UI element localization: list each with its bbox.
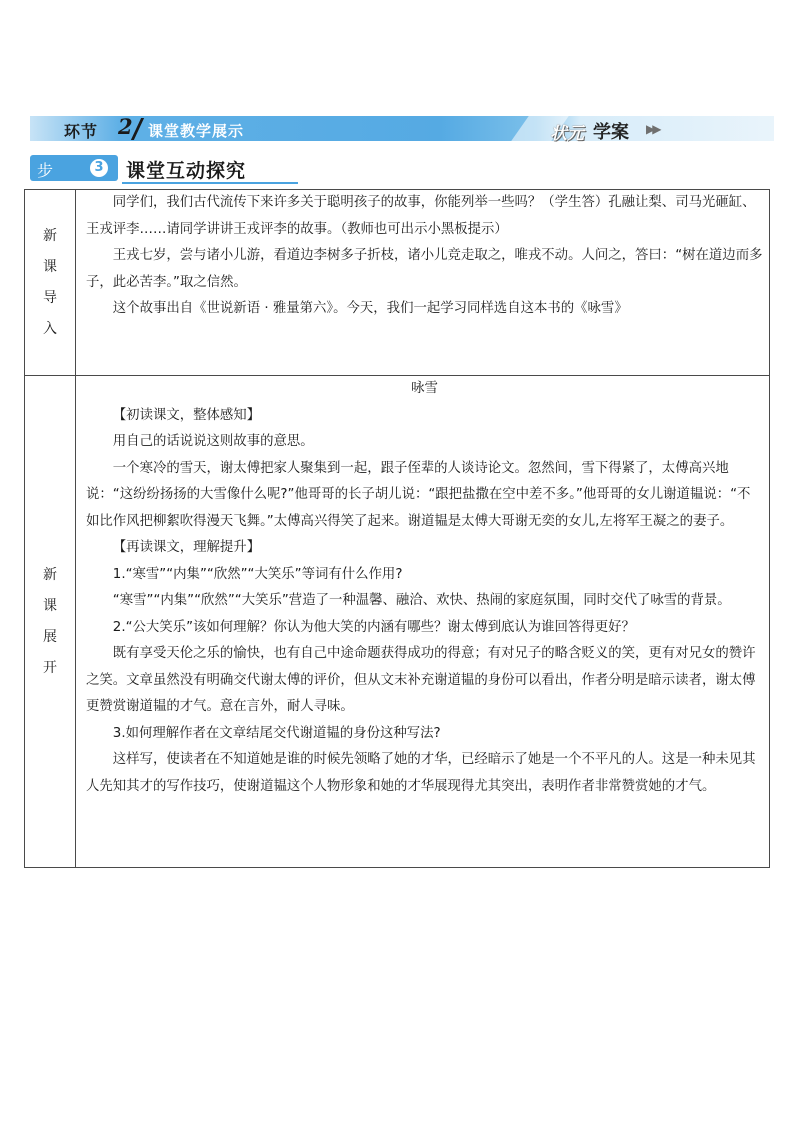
row-label-char: 入 [43, 320, 57, 337]
stage-label: 环节 [64, 122, 99, 141]
development-content [76, 376, 770, 868]
section-title: 【再读课文，理解提升】 [112, 540, 261, 555]
row-label-char: 展 [43, 628, 57, 645]
row-label-intro [25, 190, 76, 376]
text-heading: 咏雪 [411, 381, 438, 396]
intro-paragraph: 这个故事出自《世说新语 · 雅量第六》。今天，我们一起学习同样选自这本书的《咏雪》 [112, 301, 628, 316]
row-label-char: 开 [43, 659, 57, 676]
step-label: 步骤 [37, 161, 54, 203]
stage-number: 2 [118, 114, 133, 139]
row-label-char: 课 [43, 258, 57, 275]
row-label-development [25, 376, 76, 868]
row-label-char: 导 [43, 289, 57, 306]
table-row-intro [25, 190, 770, 376]
answer: 一个寒冷的雪天，谢太傅把家人聚集到一起，跟子侄辈的人谈诗论文。忽然间，雪下得紧了，太傅高兴地说：“这纷纷扬扬的大雪像什么呢?”他哥哥的长子胡儿说：“跟把盐撒在空中差不多。”他哥哥的女儿谢道韫说：“不如比作风把柳絮吹得漫天飞舞。”太傅高兴得笑了起来。谢道韫是太傅大哥谢无奕的女儿,左将军王凝之的妻子。 [86, 460, 751, 529]
row-label-char: 新 [43, 566, 57, 583]
step-title: 课堂互动探究 [126, 160, 247, 182]
intro-paragraph: 同学们，我们古代流传下来许多关于聪明孩子的故事，你能列举一些吗？（学生答）孔融让梨、司马光砸缸、王戎评李……请同学讲讲王戎评李的故事。（教师也可出示小黑板提示） [86, 195, 756, 237]
lesson-table [24, 189, 770, 868]
question: 3.如何理解作者在文章结尾交代谢道韫的身份这种写法? [112, 725, 441, 741]
step-number-badge: 3 [90, 159, 108, 177]
brand-name-part1: 状元 [550, 124, 584, 144]
intro-paragraph: 王戎七岁，尝与诸小儿游，看道边李树多子折枝，诸小儿竞走取之，唯戎不动。人问之，答曰：“树在道边而多子，此必苦李。”取之信然。 [86, 248, 763, 290]
answer: “寒雪”“内集”“欣然”“大笑乐”营造了一种温馨、融洽、欢快、热闹的家庭氛围，同时交代了咏雪的背景。 [112, 593, 731, 608]
double-right-arrow-icon: ▶▶ [646, 122, 659, 136]
question: 2.“公大笑乐”该如何理解？你认为他大笑的内涵有哪些？谢太傅到底认为谁回答得更好？ [112, 619, 635, 635]
table-row-development [25, 376, 770, 868]
row-label-char: 课 [43, 597, 57, 614]
brand-name-part2: 学案 [593, 122, 629, 143]
answer: 这样写，使读者在不知道她是谁的时候先领略了她的才华，已经暗示了她是一个不平凡的人。这是一种未见其人先知其才的写作技巧，使谢道韫这个人物形象和她的才华展现得尤其突出，表明作者非常赞赏她的才气。 [86, 752, 756, 794]
question: 用自己的话说说这则故事的意思。 [112, 434, 314, 449]
answer: 既有享受天伦之乐的愉快，也有自己中途命题获得成功的得意；有对兄子的略含贬义的笑，更有对兄女的赞许之笑。文章虽然没有明确交代谢太傅的评价，但从文末补充谢道韫的身份可以看出，作者分明是暗示读者，谢太傅更赞赏谢道韫的才气。意在言外，耐人寻味。 [86, 646, 756, 714]
step-title-underline [122, 182, 298, 184]
section-banner [30, 114, 774, 144]
question: 1.“寒雪”“内集”“欣然”“大笑乐”等词有什么作用? [112, 566, 403, 582]
row-label-char: 新 [43, 227, 57, 244]
section-title: 【初读课文，整体感知】 [112, 407, 261, 423]
section-title: 课堂教学展示 [148, 122, 245, 140]
intro-content [76, 190, 770, 376]
